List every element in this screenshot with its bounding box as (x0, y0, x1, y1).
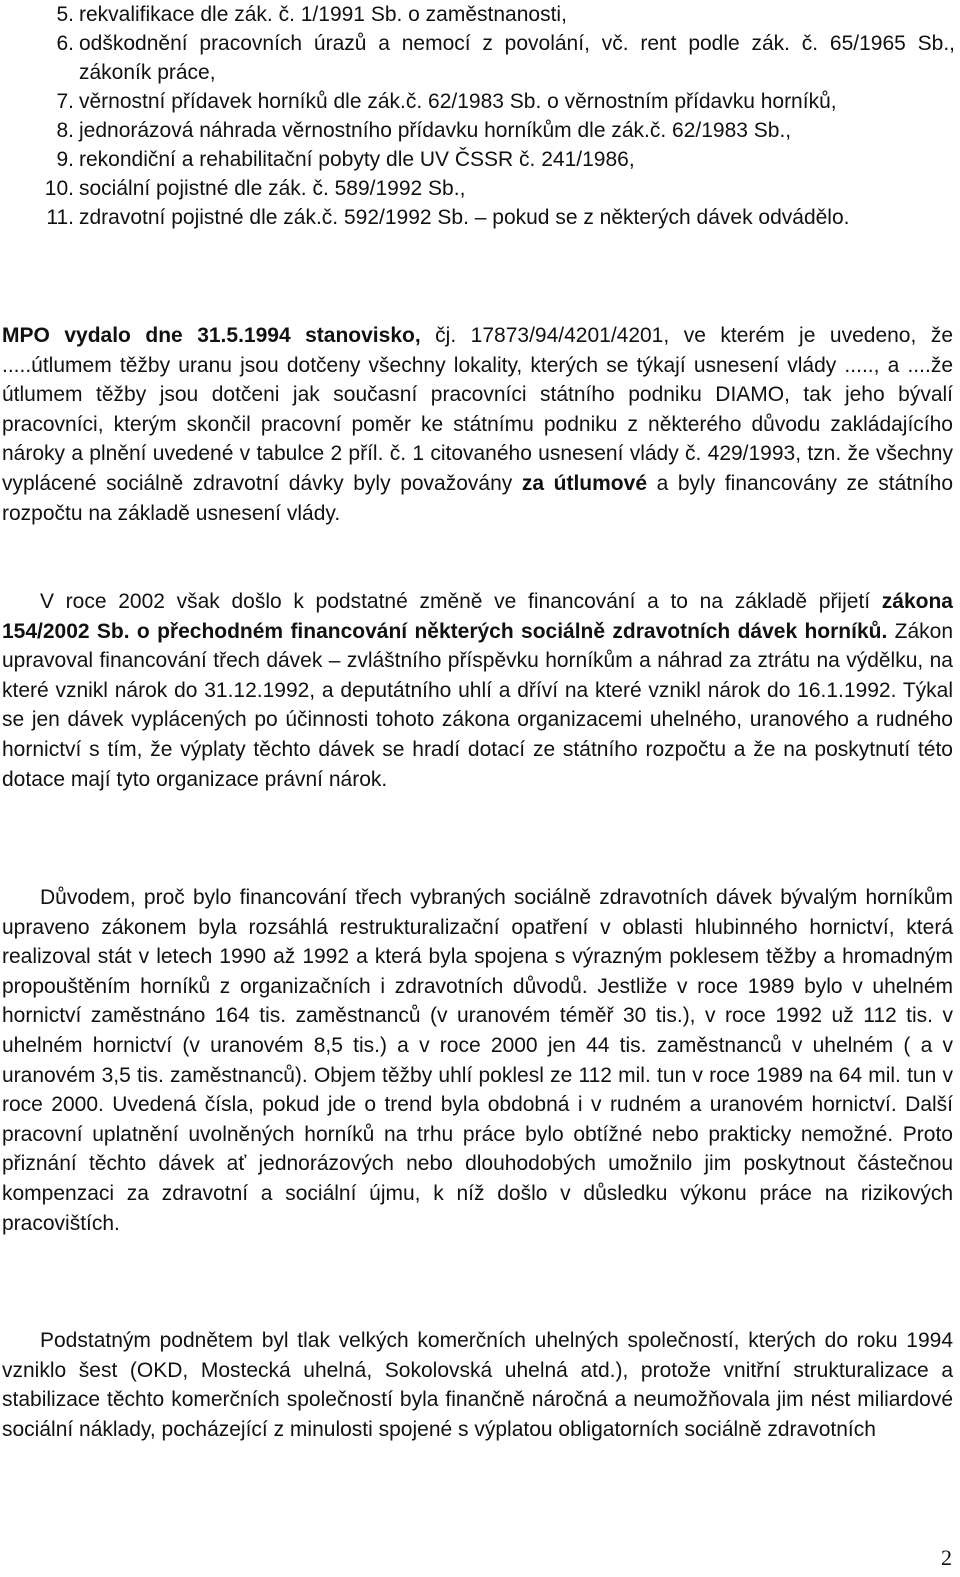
list-item-number: 11. (46, 206, 74, 229)
list-item-text: rekvalifikace dle zák. č. 1/1991 Sb. o zaměstnanosti, (79, 3, 567, 26)
list-item (0, 145, 955, 174)
list-item-number: 6. (56, 32, 74, 55)
list-item-number: 7. (56, 90, 74, 113)
list-item (0, 0, 955, 29)
text-run: Důvodem, proč bylo financování třech vybraných sociálně zdravotních dávek bývalým horníkům upraveno zákonem byla rozsáhlá restrukturalizační opatření v oblasti hlubinného hornictví, která realizoval stát v letech 1990 až 1992 a která byla spojena s výrazným poklesem těžby a hromadným propouštěním horníků z organizačních i zdravotních důvodů. Jestliže v roce 1989 bylo v uhelném hornictví zaměstnáno 164 tis. zaměstnanců (v uranovém téměř 30 tis.), v roce 1992 už 112 tis. v uhelném hornictví (v uranovém 8,5 tis.) a v roce 2000 jen 44 tis. zaměstnanců v uhelném ( a v uranovém 3,5 tis. zaměstnanců). Objem těžby uhlí poklesl ze 112 mil. tun v roce 1989 na 64 mil. tun v roce 2000. Uvedená čísla, pokud jde o trend byla obdobná i v rudném a uranovém hornictví. Další pracovní uplatnění uvolněných horníků na trhu práce bylo obtížné nebo prakticky nemožné. Proto přiznání těchto dávek ať jednorázových nebo dlouhodobých umožnilo jim poskytnout částečnou kompenzaci za zdravotní a sociální újmu, k níž došlo v důsledku výkonu práce na rizikových pracovištích. (2, 886, 953, 1235)
list-item (0, 87, 955, 116)
text-run: Zákon upravoval financování třech dávek – zvláštního příspěvku horníkům a náhrad za ztrátu na výdělku, na které vznikl nárok do 31.12.1992, a deputátního uhlí a dříví na které vznikl nárok do 16.1.1992. Týkal se jen dávek vyplácených po účinnosti tohoto zákona organizacemi uhelného, uranového a rudného hornictví s tím, že výplaty těchto dávek se hradí dotací ze státního rozpočtu a že na poskytnutí této dotace mají tyto organizace právní nárok. (2, 619, 953, 791)
list-item-text: zdravotní pojistné dle zák.č. 592/1992 Sb. – pokud se z některých dávek odvádělo. (79, 206, 850, 229)
text-run: čj. 17873/94/4201/4201, ve kterém je uvedeno, že .....útlumem těžby uranu jsou dotčeny všechny lokality, kterých se týkají usnesení vlády ....., a ....že útlumem těžby jsou dotčeni jak současní pracovníci státního podniku DIAMO, tak jeho bývalí pracovníci, kterým skončil pracovní poměr ke státnímu podniku z některého důvodu zakládajícího nároky a plnění uvedené v tabulce 2 příl. č. 1 citovaného usnesení vlády č. 429/1993, tzn. že všechny vyplácené sociálně zdravotní dávky byly považovány (2, 324, 953, 495)
list-item-number: 5. (56, 3, 74, 26)
list-item (0, 116, 955, 145)
list-item-text: věrnostní přídavek horníků dle zák.č. 62/1983 Sb. o věrnostním přídavku horníků, (79, 90, 837, 113)
list-item-text: sociální pojistné dle zák. č. 589/1992 Sb., (79, 177, 466, 200)
text-run: a byly financovány ze státního rozpočtu na základě usnesení vlády. (2, 471, 953, 525)
paragraph-pressure (2, 1326, 953, 1444)
bold-phrase: zákona 154/2002 Sb. o přechodném financování některých sociálně zdravotních dávek horníků. (2, 590, 953, 643)
list-item (0, 29, 955, 87)
benefit-list (0, 0, 955, 232)
text-run: Podstatným podnětem byl tlak velkých komerčních uhelných společností, kterých do roku 1994 vzniklo šest (OKD, Mostecká uhelná, Sokolovská uhelná atd.), protože vnitřní strukturalizace a stabilizace těchto komerčních společností byla finančně náročná a neumožňovala jim nést miliardové sociální náklady, pocházející z minulosti spojené s výplatou obligatorních sociálně zdravotních (2, 1329, 953, 1441)
bold-phrase: MPO vydalo dne 31.5.1994 stanovisko, (2, 324, 421, 347)
bold-phrase: za útlumové (521, 471, 647, 495)
page-number: 2 (941, 1545, 952, 1570)
list-item-number: 10. (44, 177, 74, 200)
list-item (0, 203, 955, 232)
paragraph-mpo-statement (2, 321, 953, 528)
list-item (0, 174, 955, 203)
text-run: V roce 2002 však došlo k podstatné změně ve financování a to na základě přijetí (40, 590, 882, 613)
list-item-number: 9. (56, 148, 74, 171)
paragraph-reasons (2, 883, 953, 1238)
list-item-text: odškodnění pracovních úrazů a nemocí z povolání, vč. rent podle zák. č. 65/1965 Sb., zákoník práce, (79, 32, 955, 84)
list-item-number: 8. (56, 119, 74, 142)
list-item-text: rekondiční a rehabilitační pobyty dle UV ČSSR č. 241/1986, (79, 148, 635, 171)
paragraph-law-2002 (2, 587, 953, 794)
list-item-text: jednorázová náhrada věrnostního přídavku horníkům dle zák.č. 62/1983 Sb., (79, 119, 792, 142)
